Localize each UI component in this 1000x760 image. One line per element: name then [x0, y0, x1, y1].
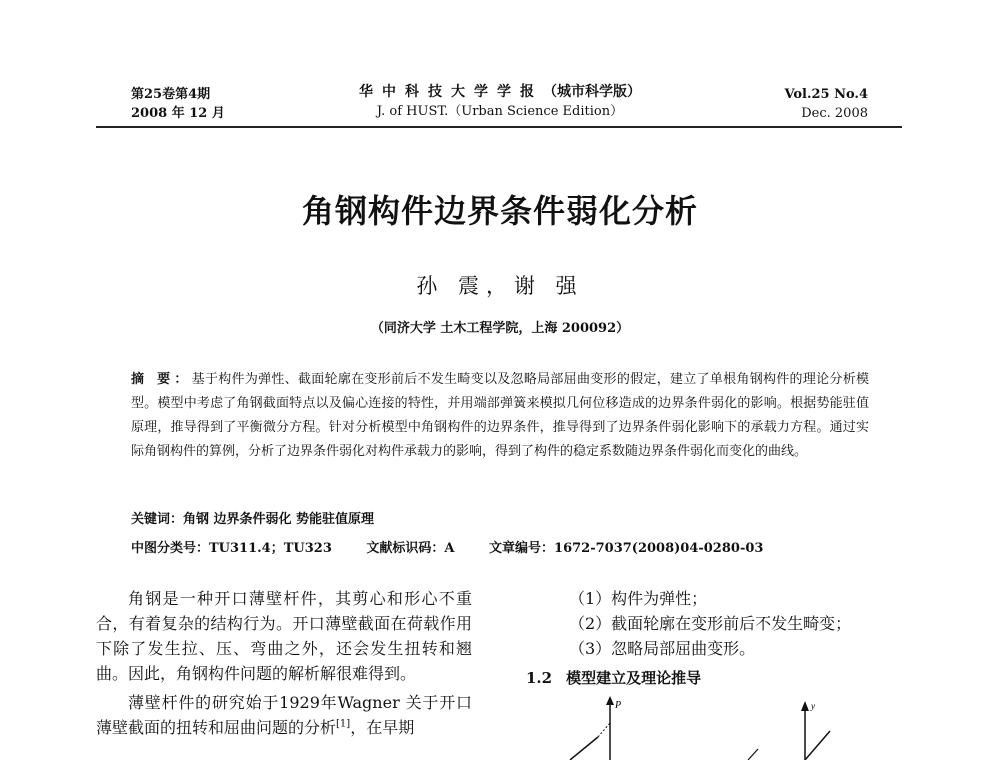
affiliation: （同济大学 土木工程学院，上海 200092）	[370, 321, 630, 336]
model-figure	[540, 693, 860, 760]
abstract	[131, 368, 869, 464]
paragraph-text: 薄壁杆件的研究始于1929年Wagner 关于开口薄壁截面的扭转和屈曲问题的分析	[96, 693, 472, 737]
label-y: y	[811, 701, 815, 711]
section-heading	[526, 667, 701, 688]
label-p: P	[615, 700, 622, 711]
authors: 孙 震，谢 强	[416, 274, 584, 298]
paper-title: 角钢构件边界条件弱化分析	[301, 192, 698, 230]
load-arrow-head	[606, 696, 614, 705]
abstract-label: 摘 要：	[131, 372, 192, 387]
paragraph	[96, 690, 472, 740]
section-number: 1.2	[526, 669, 553, 687]
date-cn: 2008 年 12 月	[131, 106, 225, 121]
body-left-column	[96, 586, 472, 744]
paragraph: 角钢是一种开口薄壁杆件，其剪心和形心不重合，有着复杂的结构行为。开口薄壁截面在荷载作用下除了发生拉、压、弯曲之外，还会发生扭转和翘曲。因此，角钢构件问题的解析解很难得到。	[96, 589, 472, 683]
y-axis-arrow	[801, 701, 809, 711]
section-line	[748, 749, 758, 760]
volume-en: Vol.25 No.4	[784, 87, 868, 102]
volume-cn: 第25卷第4期	[131, 87, 211, 102]
list-item: （2）截面轮廓在变形前后不发生畸变；	[569, 614, 852, 633]
header-left	[131, 85, 225, 123]
date-en: Dec. 2008	[801, 106, 868, 121]
keywords: 关键词：角钢 边界条件弱化 势能驻值原理	[131, 512, 375, 527]
journal-cn-suffix: （城市科学版）	[543, 84, 641, 100]
section-title: 模型建立及理论推导	[566, 669, 702, 687]
journal-name-cn	[300, 82, 700, 102]
assumption-list	[569, 586, 851, 661]
hatch-mark	[598, 723, 610, 737]
header-center	[300, 82, 700, 121]
clc-number: 中图分类号：TU311.4；TU323	[131, 541, 332, 556]
header-rule	[96, 126, 902, 128]
citation-ref: [1]	[336, 718, 351, 730]
axis-diagonal	[805, 731, 830, 760]
paragraph-text: ，在早期	[350, 718, 415, 737]
list-item: （1）构件为弹性；	[569, 589, 708, 608]
journal-name-en: J. of HUST.（Urban Science Edition）	[376, 104, 624, 119]
list-item: （3）忽略局部屈曲变形。	[569, 639, 756, 658]
spring-line	[570, 737, 598, 760]
classification	[131, 537, 793, 556]
abstract-text: 基于构件为弹性、截面轮廓在变形前后不发生畸变以及忽略局部屈曲变形的假定，建立了单根角钢构件的理论分析模型。模型中考虑了角钢截面特点以及偏心连接的特性，并用端部弹簧来模拟几何位移造成的边界条件弱化的影响。根据势能驻值原理，推导得到了平衡微分方程。针对分析模型中角钢构件的边界条件，推导得到了边界条件弱化影响下的承载力方程。通过实际角钢构件的算例，分析了边界条件弱化对构件承载力的影响，得到了构件的稳定系数随边界条件弱化而变化的曲线。	[131, 372, 869, 459]
journal-cn-main: 华中科技大学学报	[359, 84, 543, 100]
header-right	[784, 85, 868, 123]
document-code: 文献标识码：A	[366, 541, 455, 556]
article-number: 文章编号：1672-7037(2008)04-0280-03	[489, 541, 764, 556]
